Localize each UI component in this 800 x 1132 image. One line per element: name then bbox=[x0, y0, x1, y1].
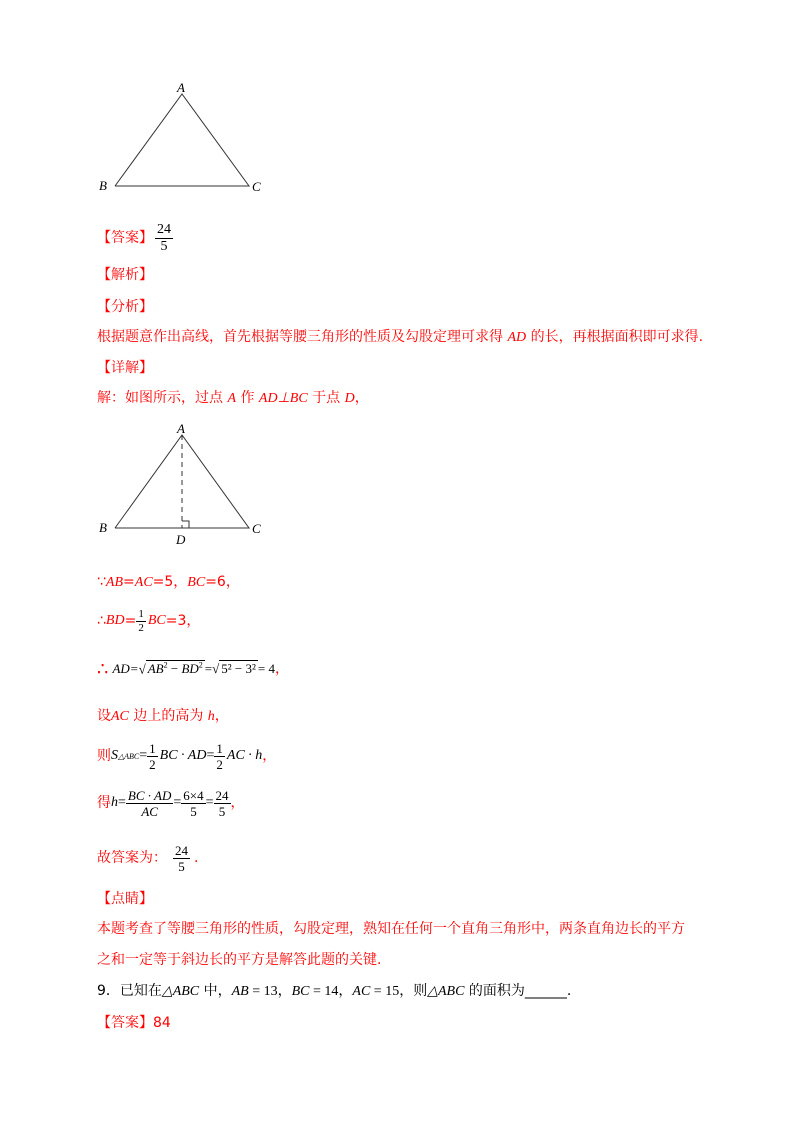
half-fraction bbox=[147, 742, 158, 771]
sqrt-2-inner: 5² − 3² bbox=[221, 661, 256, 676]
q9-ac-val: = 15，则 bbox=[370, 984, 428, 999]
set-mid: 边上的高为 bbox=[128, 708, 208, 724]
fenxi-ad: AD bbox=[507, 330, 527, 345]
comma: ， bbox=[262, 748, 277, 764]
detail-part3: 于点 bbox=[307, 390, 345, 406]
detail-part4: ， bbox=[354, 390, 369, 406]
foot-label-d: D bbox=[176, 532, 186, 547]
seg-bc: BC bbox=[187, 575, 206, 590]
denominator: 2 bbox=[138, 621, 144, 634]
final-fraction bbox=[173, 844, 190, 873]
seg-bd: BD bbox=[105, 613, 125, 628]
question-9 bbox=[97, 981, 571, 1002]
step-4 bbox=[97, 706, 229, 727]
eq: =5， bbox=[152, 574, 188, 590]
fraction-2 bbox=[181, 789, 205, 818]
area-sub: △ABC bbox=[118, 751, 140, 761]
numerator: 6×4 bbox=[183, 787, 204, 803]
dianjing-line-2: 之和一定等于斜边长的平方是解答此题的关键. bbox=[97, 952, 382, 968]
step-6 bbox=[97, 783, 245, 823]
half-fraction bbox=[214, 742, 225, 771]
detail-point-d: D bbox=[344, 391, 355, 406]
eq: = bbox=[206, 748, 215, 763]
denominator: 2 bbox=[149, 756, 156, 772]
q9-blank: ______ bbox=[524, 983, 567, 999]
numerator: 1 bbox=[216, 740, 223, 756]
minus: − bbox=[167, 661, 182, 677]
step-5 bbox=[97, 736, 276, 776]
answer-denominator: 5 bbox=[160, 238, 168, 254]
answer-line-1 bbox=[97, 218, 173, 258]
lhs-ad: AD= bbox=[112, 661, 139, 676]
q9-ac: AC bbox=[352, 984, 371, 999]
q9-bc: BC bbox=[291, 984, 310, 999]
sqrt-bd: BD bbox=[181, 661, 199, 677]
sqrt-ab: AB bbox=[147, 661, 164, 677]
q9-ab: AB bbox=[231, 984, 249, 999]
expr-bc-ad: BC · AD bbox=[159, 748, 207, 763]
fraction-3 bbox=[214, 789, 231, 818]
answer-heading: 【答案】 bbox=[97, 1015, 153, 1031]
sqrt-1: √ $AB^2 - BD^2$ bbox=[138, 660, 203, 677]
numerator: 1 bbox=[149, 740, 156, 756]
fenxi-part1: 根据题意作出高线，首先根据等腰三角形的性质及勾股定理可求得 bbox=[97, 329, 508, 345]
vertex-label-b: B bbox=[99, 520, 107, 535]
vertex-label-a: A bbox=[177, 80, 185, 95]
denominator: 5 bbox=[178, 858, 185, 874]
analysis-heading: 【解析】 bbox=[97, 267, 153, 283]
denominator: AC bbox=[141, 803, 158, 819]
step-3 bbox=[97, 653, 289, 685]
eq: =6， bbox=[205, 574, 240, 590]
numerator: 1 bbox=[138, 607, 144, 620]
dianjing-heading: 【点睛】 bbox=[97, 891, 153, 907]
detail-line-1 bbox=[97, 388, 369, 409]
q9-triangle: △ABC bbox=[427, 984, 465, 999]
eq: = bbox=[173, 795, 182, 810]
answer-fraction bbox=[155, 223, 173, 254]
answer-line-2 bbox=[97, 1013, 171, 1033]
eq: = bbox=[123, 574, 135, 590]
q9-ab-val: = 13， bbox=[248, 984, 292, 999]
set-prefix: 设 bbox=[97, 708, 111, 724]
triangle-figure-2 bbox=[95, 418, 275, 548]
height-h: h bbox=[111, 795, 118, 810]
denominator: 5 bbox=[190, 803, 197, 819]
answer-heading: 【答案】 bbox=[97, 230, 153, 246]
fenxi-text bbox=[97, 327, 703, 348]
detail-part1: 解：如图所示，过点 bbox=[97, 390, 228, 406]
result: = 4 bbox=[257, 661, 275, 676]
vertex-label-a: A bbox=[177, 421, 185, 436]
expr-ac-h: AC · h bbox=[226, 748, 263, 763]
detail-perp: AD⊥BC bbox=[258, 391, 308, 406]
set-tail: ， bbox=[214, 708, 229, 724]
eq: = bbox=[124, 613, 137, 629]
answer-value: 84 bbox=[153, 1015, 171, 1031]
denominator: 5 bbox=[218, 803, 226, 819]
numerator: 24 bbox=[175, 842, 188, 858]
half-fraction bbox=[136, 609, 146, 634]
result: =3， bbox=[165, 613, 201, 629]
fenxi-heading: 【分析】 bbox=[97, 299, 153, 315]
q9-end: . bbox=[566, 983, 572, 999]
vertex-label-c: C bbox=[252, 179, 261, 194]
final-answer-prefix: 故答案为： bbox=[97, 850, 167, 866]
detail-part2: 作 bbox=[236, 390, 259, 406]
therefore-symbol: ∴ bbox=[97, 613, 106, 629]
triangle-figure-1 bbox=[95, 78, 275, 198]
detail-heading: 【详解】 bbox=[97, 360, 153, 376]
step-2 bbox=[97, 603, 200, 639]
because-symbol: ∵ bbox=[97, 574, 106, 590]
therefore-symbol: ∴ bbox=[97, 658, 109, 680]
fraction-1 bbox=[126, 789, 173, 818]
seg-ac: AC bbox=[134, 575, 153, 590]
comma: ， bbox=[230, 795, 245, 811]
eq: = bbox=[205, 795, 214, 810]
detail-point-a: A bbox=[227, 391, 237, 406]
comma: ， bbox=[275, 661, 289, 677]
denominator: 2 bbox=[216, 756, 223, 772]
seg-bc: BC bbox=[147, 613, 166, 628]
dianjing-line-1: 本题考查了等腰三角形的性质，勾股定理，熟知在任何一个直角三角形中，两条直角边长的平方 bbox=[97, 921, 685, 937]
q9-number: 9．已知在 bbox=[97, 983, 162, 999]
answer-numerator: 24 bbox=[157, 221, 171, 237]
step-1 bbox=[97, 572, 240, 593]
q9-part1: 中， bbox=[199, 983, 232, 999]
get-prefix: 得 bbox=[97, 795, 111, 811]
vertex-label-b: B bbox=[99, 178, 107, 193]
numerator: BC · AD bbox=[127, 787, 172, 803]
q9-part2: 的面积为 bbox=[464, 983, 525, 999]
fenxi-part2: 的长，再根据面积即可求得. bbox=[526, 329, 704, 345]
q9-triangle: △ABC bbox=[161, 984, 200, 999]
numerator: 24 bbox=[215, 787, 229, 803]
then-prefix: 则 bbox=[97, 748, 111, 764]
area-s: S bbox=[111, 748, 118, 763]
q9-bc-val: = 14， bbox=[309, 984, 353, 999]
sqrt-2: √ 5² − 3² bbox=[212, 661, 256, 676]
period: . bbox=[194, 850, 199, 866]
eq: = bbox=[139, 748, 148, 763]
seg-ac: AC bbox=[111, 709, 129, 724]
eq: = bbox=[204, 661, 213, 676]
step-7 bbox=[97, 838, 198, 878]
seg-ab: AB bbox=[105, 575, 124, 590]
vertex-label-c: C bbox=[252, 521, 261, 536]
eq: = bbox=[118, 795, 126, 810]
height-h: h bbox=[207, 709, 215, 724]
